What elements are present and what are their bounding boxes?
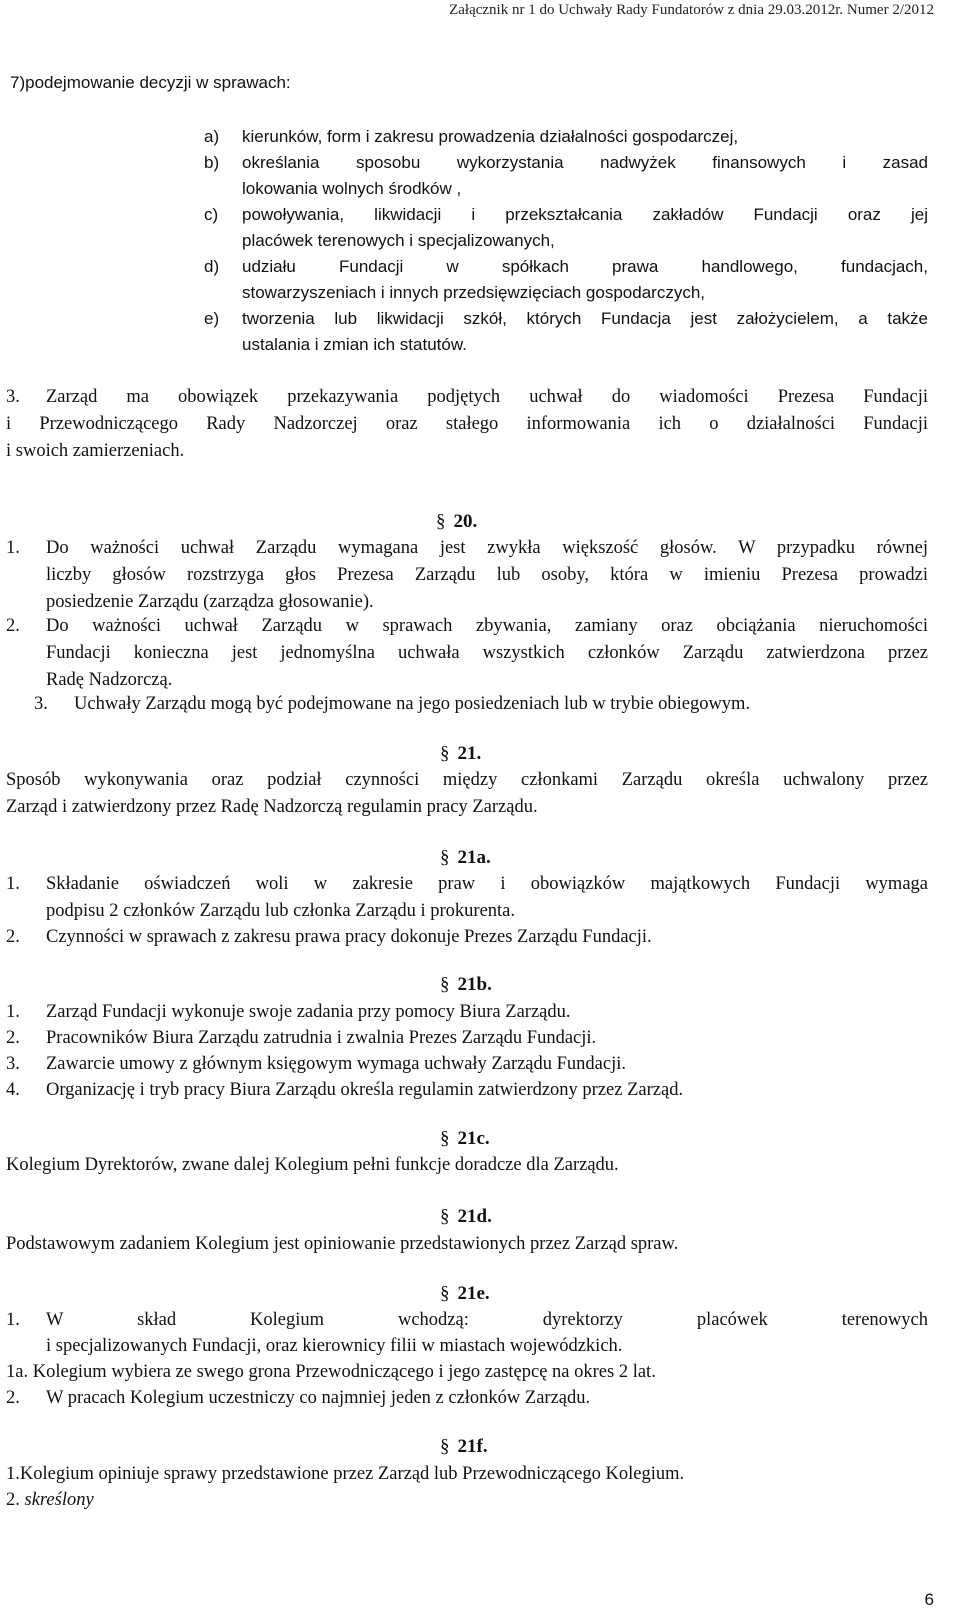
section-number: 21e. — [457, 1283, 490, 1304]
section-mark: § — [436, 511, 446, 532]
document-header: Załącznik nr 1 do Uchwały Rady Fundatorów z dnia 29.03.2012r. Numer 2/2012 — [449, 2, 934, 18]
item-a-label: a) — [204, 127, 220, 146]
s21b-item-label: 1. — [6, 1002, 20, 1022]
s20-p2-line3: Radę Nadzorczą. — [46, 670, 173, 690]
section-mark: § — [440, 974, 450, 995]
s21b-item-label: 3. — [6, 1054, 20, 1074]
section-number: 20. — [453, 511, 478, 532]
p3-line1: Zarząd ma obowiązek przekazywania podjętych uchwał do wiadomości Prezesa Fundacji — [46, 387, 928, 407]
s20-p1-line3: posiedzenie Zarządu (zarządza głosowanie). — [46, 592, 374, 612]
p3-label: 3. — [6, 387, 20, 407]
s21e-p1-line1: W skład Kolegium wchodzą: dyrektorzy placówek terenowych — [46, 1310, 928, 1330]
section-21-heading — [440, 743, 481, 765]
item-b-line1: określania sposobu wykorzystania nadwyżek finansowych i zasad — [242, 153, 928, 172]
s20-p2-line2: Fundacji konieczna jest jednomyślna uchwała wszystkich członków Zarządu zatwierdzona przez — [46, 643, 928, 663]
s21-line2: Zarząd i zatwierdzony przez Radę Nadzorczą regulamin pracy Zarządu. — [6, 797, 538, 817]
s21a-p1-line1: Składanie oświadczeń woli w zakresie praw i obowiązków majątkowych Fundacji wymaga — [46, 874, 928, 894]
section-mark: § — [440, 1283, 450, 1304]
section-21d-heading — [440, 1206, 492, 1228]
s21b-item-label: 2. — [6, 1028, 20, 1048]
s21f-p2 — [6, 1487, 94, 1514]
section-number: 21f. — [457, 1436, 488, 1457]
section-21f-heading — [440, 1436, 488, 1458]
section-21e-heading — [440, 1283, 490, 1305]
s21a-p2-label: 2. — [6, 927, 20, 947]
s20-p1-label: 1. — [6, 538, 20, 558]
item-d-label: d) — [204, 257, 220, 276]
s21f-p2-label: 2. — [6, 1490, 20, 1510]
item-d-line2: stowarzyszeniach i innych przedsięwzięciach gospodarczych, — [242, 283, 705, 302]
s21f-p1: 1.Kolegium opiniuje sprawy przedstawione przez Zarząd lub Przewodniczącego Kolegium. — [6, 1464, 685, 1484]
section-number: 21d. — [457, 1206, 492, 1227]
s21a-p1-line2: podpisu 2 członków Zarządu lub członka Zarządu i prokurenta. — [46, 901, 516, 921]
section-number: 21b. — [457, 974, 492, 995]
section-mark: § — [440, 1206, 450, 1227]
s21f-p2-text: skreślony — [24, 1490, 94, 1510]
section-mark: § — [440, 743, 450, 764]
s20-p3-label: 3. — [34, 694, 48, 714]
section-number: 21c. — [457, 1128, 490, 1149]
s21e-p1a-text: 1a. Kolegium wybiera ze swego grona Przewodniczącego i jego zastępcę na okres 2 lat. — [6, 1362, 656, 1382]
item-e-line1: tworzenia lub likwidacji szkół, których Fundacja jest założycielem, a także — [242, 309, 928, 328]
item-e-line2: ustalania i zmian ich statutów. — [242, 335, 467, 354]
s20-p2-label: 2. — [6, 616, 20, 636]
s20-p1-line2: liczby głosów rozstrzyga głos Prezesa Zarządu lub osoby, która w imieniu Prezesa prowadzi — [46, 565, 928, 585]
item-b-line2: lokowania wolnych środków , — [242, 179, 462, 198]
section-21a-heading — [440, 847, 491, 869]
section-mark: § — [440, 1128, 450, 1149]
s21b-item-text: Organizację i tryb pracy Biura Zarządu określa regulamin zatwierdzony przez Zarząd. — [46, 1080, 684, 1100]
item-a-text: kierunków, form i zakresu prowadzenia działalności gospodarczej, — [242, 127, 739, 146]
s20-p2-line1: Do ważności uchwał Zarządu w sprawach zbywania, zamiany oraz obciążania nieruchomości — [46, 616, 928, 636]
intro-line: 7)podejmowanie decyzji w sprawach: — [10, 73, 291, 92]
s21a-p1-label: 1. — [6, 874, 20, 894]
s21b-item-text: Zawarcie umowy z głównym księgowym wymaga uchwały Zarządu Fundacji. — [46, 1054, 627, 1074]
section-21c-heading — [440, 1128, 490, 1150]
s21-line1: Sposób wykonywania oraz podział czynności między członkami Zarządu określa uchwalony przez — [6, 770, 928, 790]
s21b-item-text: Pracowników Biura Zarządu zatrudnia i zwalnia Prezes Zarządu Fundacji. — [46, 1028, 597, 1048]
section-mark: § — [440, 1436, 450, 1457]
s20-p3-text: Uchwały Zarządu mogą być podejmowane na jego posiedzeniach lub w trybie obiegowym. — [74, 694, 751, 714]
p3-line2: i Przewodniczącego Rady Nadzorczej oraz stałego informowania ich o działalności Fundacji — [6, 414, 928, 434]
item-c-label: c) — [204, 205, 219, 224]
section-number: 21a. — [457, 847, 491, 868]
s21b-item-label: 4. — [6, 1080, 20, 1100]
s21b-item-text: Zarząd Fundacji wykonuje swoje zadania przy pomocy Biura Zarządu. — [46, 1002, 571, 1022]
item-c-line2: placówek terenowych i specjalizowanych, — [242, 231, 555, 250]
s21e-p2-text: W pracach Kolegium uczestniczy co najmniej jeden z członków Zarządu. — [46, 1388, 591, 1408]
item-d-line1: udziału Fundacji w spółkach prawa handlowego, fundacjach, — [242, 257, 928, 276]
s21c-text: Kolegium Dyrektorów, zwane dalej Kolegium pełni funkcje doradcze dla Zarządu. — [6, 1155, 619, 1175]
section-21b-heading — [440, 974, 492, 996]
item-b-label: b) — [204, 153, 220, 172]
s20-p1-line1: Do ważności uchwał Zarządu wymagana jest zwykła większość głosów. W przypadku równej — [46, 538, 928, 558]
section-mark: § — [440, 847, 450, 868]
s21a-p2-text: Czynności w sprawach z zakresu prawa pracy dokonuje Prezes Zarządu Fundacji. — [46, 927, 652, 947]
p3-line3: i swoich zamierzeniach. — [6, 441, 185, 461]
page-number: 6 — [924, 1590, 934, 1609]
s21e-p1-line2: i specjalizowanych Fundacji, oraz kierownicy filii w miastach wojewódzkich. — [46, 1336, 623, 1356]
s21e-p1-label: 1. — [6, 1310, 20, 1330]
section-20-heading — [436, 511, 477, 533]
s21d-text: Podstawowym zadaniem Kolegium jest opiniowanie przedstawionych przez Zarząd spraw. — [6, 1234, 679, 1254]
section-number: 21. — [457, 743, 482, 764]
item-e-label: e) — [204, 309, 220, 328]
item-c-line1: powoływania, likwidacji i przekształcania zakładów Fundacji oraz jej — [242, 205, 928, 224]
s21e-p2-label: 2. — [6, 1388, 20, 1408]
